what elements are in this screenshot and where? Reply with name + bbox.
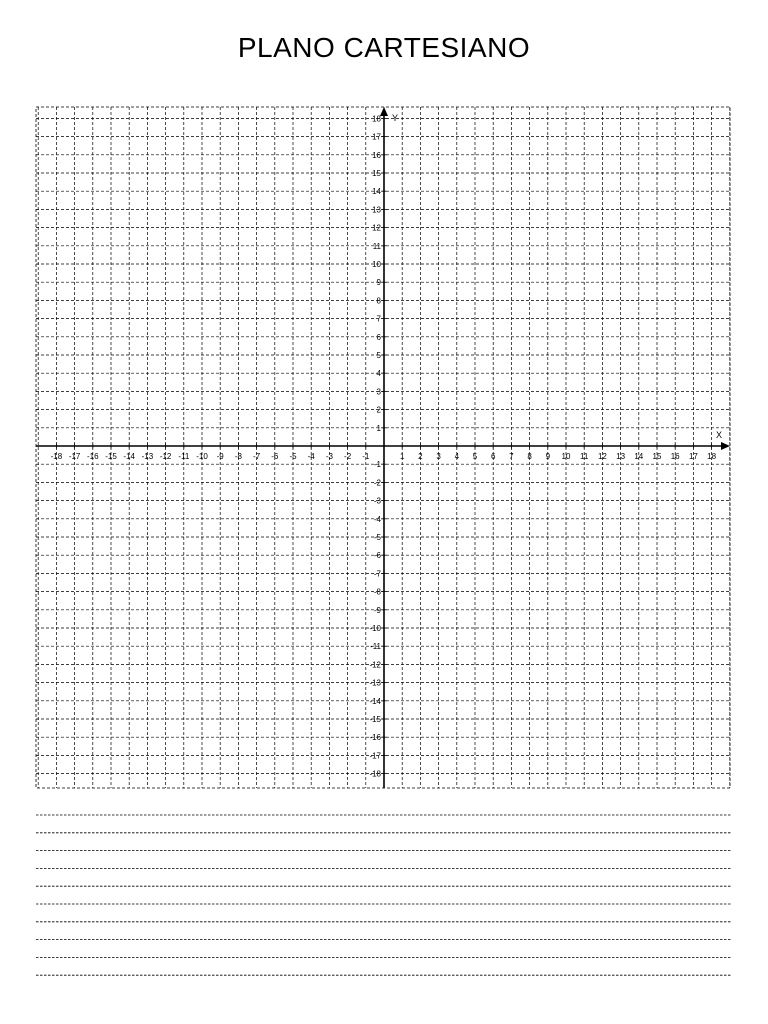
y-tick-label: -4	[373, 514, 381, 524]
y-tick-label: 13	[372, 205, 381, 215]
y-tick-label: -5	[373, 533, 381, 542]
y-tick-label: -2	[373, 478, 381, 488]
y-tick-label: -8	[373, 587, 381, 597]
x-tick-label: -7	[253, 452, 261, 461]
y-tick-label: 17	[372, 132, 381, 142]
x-tick-label: -3	[325, 452, 333, 461]
y-tick-label: 9	[376, 278, 381, 288]
x-tick-label: 4	[454, 452, 460, 461]
x-tick-label: -11	[178, 452, 190, 461]
x-tick-label: 8	[527, 452, 532, 461]
x-tick-label: -12	[159, 452, 172, 461]
x-tick-label: -5	[289, 452, 297, 461]
y-tick-label: 16	[372, 150, 381, 160]
x-tick-label: 6	[490, 452, 496, 461]
page-title: PLANO CARTESIANO	[237, 32, 531, 63]
x-tick-label: 5	[472, 452, 478, 461]
x-tick-label: -1	[362, 452, 370, 461]
y-tick-label: 7	[376, 314, 381, 324]
y-tick-label: -11	[370, 642, 381, 652]
y-axis-label: Y	[392, 113, 399, 123]
x-tick-label: 7	[509, 452, 514, 461]
y-tick-label: -1	[373, 460, 381, 470]
y-tick-label: -3	[373, 496, 381, 506]
x-tick-label: -10	[196, 452, 208, 461]
y-tick-label: 11	[372, 241, 381, 251]
x-tick-label: -16	[87, 452, 99, 461]
y-tick-label: 1	[376, 423, 381, 433]
x-tick-label: -8	[234, 452, 242, 461]
x-tick-label: -17	[68, 452, 81, 461]
y-tick-label: 2	[376, 405, 381, 415]
x-tick-label: 18	[707, 452, 717, 461]
y-tick-label: -7	[373, 569, 381, 579]
y-tick-label: 5	[376, 351, 381, 360]
y-tick-label: 15	[372, 169, 381, 178]
y-tick-label: -18	[369, 769, 381, 779]
y-tick-label: 18	[372, 114, 381, 124]
y-tick-label: 6	[376, 332, 381, 342]
x-tick-label: -15	[105, 452, 117, 461]
y-tick-label: -17	[369, 751, 381, 761]
y-tick-label: -14	[369, 696, 381, 706]
x-tick-label: 15	[652, 452, 662, 461]
y-tick-label: 12	[372, 223, 381, 233]
x-tick-label: -13	[141, 452, 154, 461]
y-tick-label: -10	[369, 624, 381, 633]
x-tick-label: -14	[123, 452, 135, 461]
x-tick-label: 14	[634, 452, 644, 461]
x-tick-label: -18	[50, 452, 63, 461]
y-tick-label: -9	[373, 605, 381, 615]
x-tick-label: 1	[399, 452, 405, 461]
x-tick-label: -2	[344, 452, 352, 461]
x-tick-label: 2	[418, 452, 423, 461]
x-tick-label: 12	[597, 452, 607, 461]
y-tick-label: -16	[369, 733, 381, 743]
x-tick-label: 11	[580, 452, 589, 461]
x-tick-label: 16	[670, 452, 680, 461]
y-tick-label: -13	[369, 678, 381, 688]
x-tick-label: -9	[216, 452, 224, 461]
x-tick-label: -6	[271, 452, 279, 461]
y-tick-label: -15	[369, 715, 381, 724]
y-tick-label: 10	[372, 260, 381, 269]
x-tick-label: 17	[688, 452, 698, 461]
x-tick-label: 3	[436, 452, 441, 461]
y-tick-label: 8	[376, 296, 381, 306]
y-tick-label: 4	[376, 369, 381, 379]
y-tick-label: 3	[376, 387, 381, 397]
y-tick-label: 14	[372, 187, 381, 197]
x-axis-label: X	[716, 430, 723, 440]
x-tick-label: 10	[561, 452, 571, 461]
x-tick-label: 13	[616, 452, 626, 461]
x-tick-label: 9	[545, 452, 551, 461]
y-tick-label: -12	[369, 660, 381, 670]
x-tick-label: -4	[307, 452, 315, 461]
y-tick-label: -6	[373, 551, 381, 561]
